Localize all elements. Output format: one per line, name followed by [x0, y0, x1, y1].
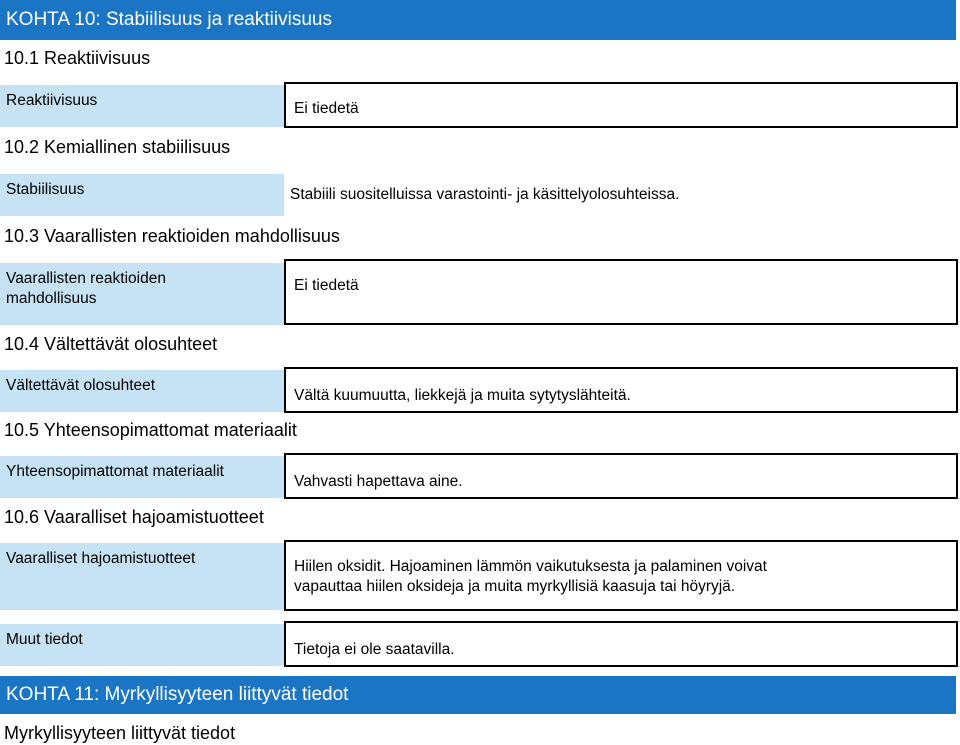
other-info-value-text: Tietoja ei ole saatavilla.: [294, 641, 455, 658]
incompatible-materials-label: [0, 456, 284, 498]
section-11-title: KOHTA 11: Myrkyllisyyteen liittyvät tiedot: [6, 684, 349, 705]
subsection-10-3-heading: 10.3 Vaarallisten reaktioiden mahdollisuus: [4, 226, 340, 246]
incompatible-materials-label-text: Yhteensopimattomat materiaalit: [6, 463, 224, 480]
hazardous-reactions-label-line1: Vaarallisten reaktioiden: [6, 270, 166, 287]
other-info-label: [0, 624, 284, 666]
incompatible-materials-value-text: Vahvasti hapettava aine.: [294, 473, 463, 490]
stability-label-text: Stabiilisuus: [6, 181, 85, 198]
section-10-header: [0, 0, 956, 40]
conditions-to-avoid-value: [284, 367, 958, 413]
subsection-10-4-heading: 10.4 Vältettävät olosuhteet: [4, 334, 218, 354]
hazardous-reactions-value: [284, 259, 958, 325]
other-info-value: [284, 621, 958, 667]
stability-label: [0, 174, 284, 216]
reactivity-value-text: Ei tiedetä: [294, 100, 359, 117]
section-10-title: KOHTA 10: Stabiilisuus ja reaktiivisuus: [6, 9, 332, 30]
conditions-to-avoid-value-text: Vältä kuumuutta, liekkejä ja muita sytytyslähteitä.: [294, 387, 631, 404]
decomposition-products-value: [284, 540, 958, 611]
decomposition-products-value-line2: vapauttaa hiilen oksideja ja muita myrkyllisiä kaasuja tai höyryjä.: [294, 578, 736, 595]
decomposition-products-label: [0, 543, 284, 610]
decomposition-products-value-line1: Hiilen oksidit. Hajoaminen lämmön vaikutuksesta ja palaminen voivat: [294, 558, 767, 575]
subsection-10-2-heading: 10.2 Kemiallinen stabiilisuus: [4, 137, 231, 157]
other-info-label-text: Muut tiedot: [6, 631, 83, 648]
incompatible-materials-value: [284, 453, 958, 499]
reactivity-label-text: Reaktiivisuus: [6, 92, 98, 109]
reactivity-value: [284, 82, 958, 128]
stability-value: Stabiili suositelluissa varastointi- ja käsittelyolosuhteissa.: [290, 186, 680, 203]
hazardous-reactions-value-text: Ei tiedetä: [294, 277, 359, 294]
section-11-header: [0, 676, 956, 714]
subsection-10-1-heading: 10.1 Reaktiivisuus: [4, 48, 151, 68]
subsection-10-5-heading: 10.5 Yhteensopimattomat materiaalit: [4, 420, 297, 440]
conditions-to-avoid-label: [0, 370, 284, 412]
conditions-to-avoid-label-text: Vältettävät olosuhteet: [6, 377, 156, 394]
section-11-subheading: Myrkyllisyyteen liittyvät tiedot: [4, 723, 236, 743]
subsection-10-6-heading: 10.6 Vaaralliset hajoamistuotteet: [4, 507, 264, 527]
hazardous-reactions-label: [0, 263, 284, 325]
decomposition-products-label-text: Vaaralliset hajoamistuotteet: [6, 550, 196, 567]
reactivity-label: [0, 85, 284, 127]
hazardous-reactions-label-line2: mahdollisuus: [6, 290, 97, 307]
